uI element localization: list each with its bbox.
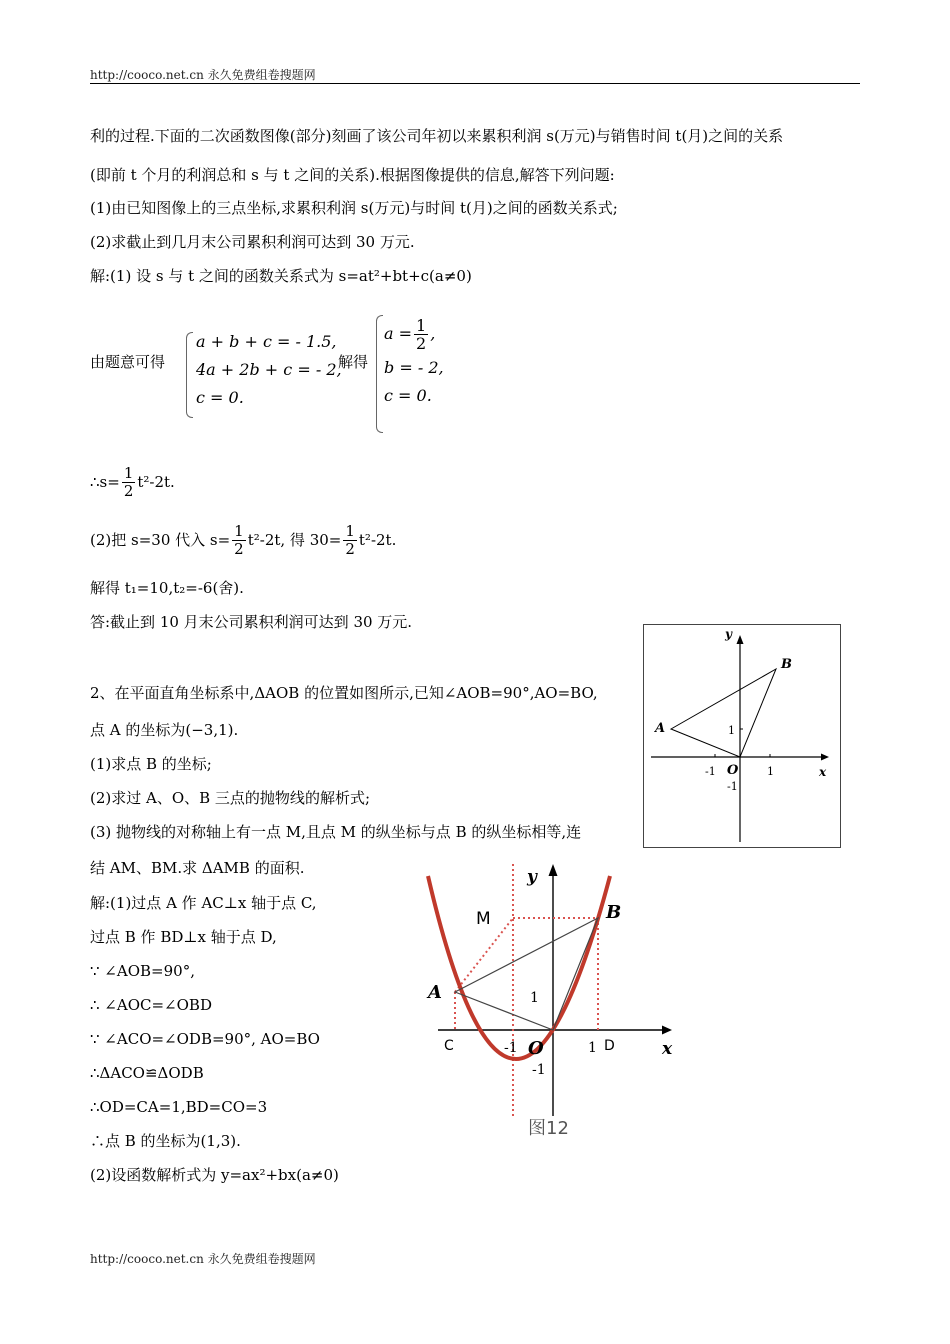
solution-c: c = 0. [384,386,432,405]
fraction-den: 2 [416,333,427,353]
substitute-line [90,520,396,560]
label-o: O [727,763,739,778]
solution-line-6: ∴ΔACO≌ΔODB [90,1064,204,1082]
fraction-num: 1 [345,521,355,540]
solution-a-lhs: a = [384,324,413,343]
solution-line-5: ∵ ∠ACO=∠ODB=90°, AO=BO [90,1030,320,1048]
label-x: x [662,1039,673,1059]
result-post: t²-2t. [137,473,175,491]
label-y: y [725,627,732,641]
text-line-10: 答:截止到 10 月末公司累积利润可达到 30 万元. [90,613,413,631]
page-header: http://cooco.net.cn 永久免费组卷搜题网 [90,68,316,82]
fraction-num: 1 [123,463,134,482]
substitute-mid: t²-2t, 得 30= [247,531,342,549]
fraction-num: 1 [416,315,427,335]
equation-1: a + b + c = - 1.5, [196,332,337,351]
figure-parabola [420,858,690,1144]
solution-a-tail: , [430,324,436,343]
left-brace-1 [186,332,193,418]
q2-line-6: 结 AM、BM.求 ΔAMB 的面积. [90,859,305,877]
left-brace-2 [376,315,383,433]
text-line-4: (2)求截止到几月末公司累积利润可达到 30 万元. [90,233,415,251]
result-fraction [122,465,136,500]
label-x: x [819,765,827,779]
header-rule [90,83,860,84]
fraction-half [414,317,428,352]
text-line-1: 利的过程.下面的二次函数图像(部分)刻画了该公司年初以来累积利润 s(万元)与销售时间 t(月)之间的关系 [90,127,784,145]
line-am [455,918,513,992]
fraction-num: 1 [234,521,244,540]
solution-line-4: ∴ ∠AOC=∠OBD [90,996,212,1014]
solve-label: 解得 [338,353,369,371]
substitute-post: t²-2t. [358,531,397,549]
fraction-den: 2 [234,539,244,558]
system-label: 由题意可得 [90,353,166,371]
solution-line-8: ∴点 B 的坐标为(1,3). [90,1132,241,1150]
text-line-9: 解得 t₁=10,t₂=-6(舍). [90,579,244,597]
text-line-5: 解:(1) 设 s 与 t 之间的函数关系式为 s=at²+bt+c(a≠0) [90,267,472,285]
page-footer: http://cooco.net.cn 永久免费组卷搜题网 [90,1252,316,1266]
label-1-x: 1 [767,765,774,778]
y-axis-arrow-icon [549,864,558,876]
text-line-3: (1)由已知图像上的三点坐标,求累积利润 s(万元)与时间 t(月)之间的函数关系式; [90,199,618,217]
fraction-den: 2 [123,481,134,500]
label-1-x: 1 [588,1040,597,1056]
q2-line-2: 点 A 的坐标为(−3,1). [90,721,239,739]
label-m: M [476,909,491,929]
solution-line-1: 解:(1)过点 A 作 AC⊥x 轴于点 C, [90,894,317,912]
substitute-fraction-2 [343,523,357,558]
fraction-den: 2 [345,539,355,558]
equation-3: c = 0. [196,388,244,407]
label-neg1-y: -1 [727,780,738,793]
label-a: A [428,982,442,1003]
result-line [90,462,175,502]
substitute-pre: (2)把 s=30 代入 s= [90,531,231,549]
solution-line-9: (2)设函数解析式为 y=ax²+bx(a≠0) [90,1166,339,1184]
equation-system-2 [384,314,444,410]
label-neg1-x: -1 [504,1040,518,1056]
equation-system-1 [196,328,342,412]
solution-line-3: ∵ ∠AOB=90°, [90,962,195,980]
solution-b: b = - 2, [384,358,444,377]
q2-line-5: (3) 抛物线的对称轴上有一点 M,且点 M 的纵坐标与点 B 的纵坐标相等,连 [90,823,582,841]
solution-line-7: ∴OD=CA=1,BD=CO=3 [90,1098,268,1116]
figure-triangle-aob [643,624,841,848]
label-1-y: 1 [530,990,539,1006]
q2-line-3: (1)求点 B 的坐标; [90,755,212,773]
label-neg1-x: -1 [705,765,716,778]
text-line-2: (即前 t 个月的利润总和 s 与 t 之间的关系).根据图像提供的信息,解答下列问题: [90,166,615,184]
q2-line-1: 2、在平面直角坐标系中,ΔAOB 的位置如图所示,已知∠AOB=90°,AO=BO, [90,684,598,702]
dotted-guides [455,864,598,1116]
solution-a [384,314,444,354]
label-b: B [781,657,792,672]
label-y: y [527,867,537,887]
result-pre: ∴s= [90,473,120,491]
label-c: C [444,1038,454,1054]
parabola-curve [428,876,610,1059]
equation-2: 4a + 2b + c = - 2, [196,360,342,379]
figure-caption: 图12 [528,1118,569,1139]
x-axis-arrow-icon [662,1026,672,1035]
triangle-aob [455,918,598,1030]
label-1-y: 1 [728,724,735,737]
label-d: D [604,1038,615,1054]
figure-border [644,625,841,848]
label-a: A [655,721,666,736]
label-b: B [606,902,622,923]
solution-line-2: 过点 B 作 BD⊥x 轴于点 D, [90,928,277,946]
q2-line-4: (2)求过 A、O、B 三点的抛物线的解析式; [90,789,370,807]
label-o: O [528,1038,544,1059]
label-neg1-y: -1 [532,1062,546,1078]
substitute-fraction-1 [232,523,246,558]
